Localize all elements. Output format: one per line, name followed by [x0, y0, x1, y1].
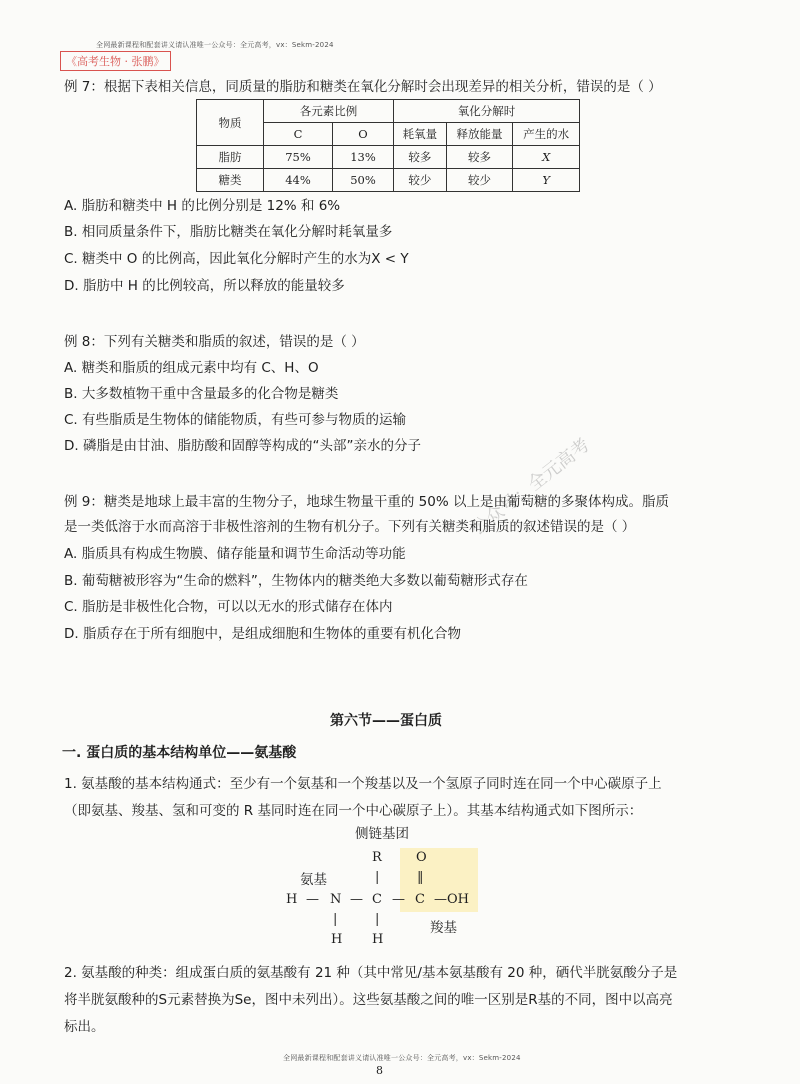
cell: Y: [513, 169, 580, 192]
cell: 44%: [264, 169, 333, 192]
bond-vertical-n: |: [333, 912, 338, 927]
cell: 糖类: [197, 169, 264, 192]
bond-h-n: —: [306, 892, 319, 907]
th-o: O: [333, 123, 394, 146]
th-o2: 耗氧量: [394, 123, 447, 146]
section-title: 第六节——蛋白质: [330, 713, 442, 729]
oh-group: —OH: [434, 892, 469, 907]
q8-option-a: A. 糖类和脂质的组成元素中均有 C、H、O: [64, 360, 319, 376]
bond-c-c: —: [392, 892, 405, 907]
footer-note: 全网最新课程和配套讲义请认准唯一公众号：全元高考，vx：Sekm-2024: [283, 1054, 521, 1062]
watermark-text: 公众号：全元高考: [467, 434, 594, 540]
h-atom-bottom-n: H: [331, 932, 343, 947]
side-chain-label: 侧链基团: [355, 826, 409, 842]
cell: 75%: [264, 146, 333, 169]
q8-option-b: B. 大多数植物干重中含量最多的化合物是糖类: [64, 386, 339, 402]
amino-label: 氨基: [300, 872, 327, 888]
para2-line1: 2. 氨基酸的种类：组成蛋白质的氨基酸有 21 种（其中常见/基本氨基酸有 20 种，硒代半胱氨酸分子是: [64, 965, 678, 981]
page-number: 8: [376, 1064, 383, 1077]
c-atom-carboxyl: C: [415, 892, 425, 907]
bond-n-c: —: [350, 892, 363, 907]
carboxyl-label: 羧基: [430, 920, 457, 936]
th-water: 产生的水: [513, 123, 580, 146]
para1-line1: 1. 氨基酸的基本结构通式：至少有一个氨基和一个羧基以及一个氢原子同时连在同一个中心碳原子上: [64, 776, 662, 792]
n-atom: N: [330, 892, 342, 907]
oxygen-top: O: [416, 850, 427, 865]
q7-option-a: A. 脂肪和糖类中 H 的比例分别是 12% 和 6%: [64, 198, 341, 214]
q7-title: 例 7：根据下表相关信息，同质量的脂肪和糖类在氧化分解时会出现差异的相关分析，错误的是（ ）: [64, 79, 662, 95]
q9-option-d: D. 脂质存在于所有细胞中，是组成细胞和生物体的重要有机化合物: [64, 626, 461, 642]
r-group: R: [372, 850, 382, 865]
q9-option-a: A. 脂质具有构成生物膜、储存能量和调节生命活动等功能: [64, 546, 406, 562]
th-oxidation: 氧化分解时: [394, 100, 580, 123]
para1-line2: （即氨基、羧基、氢和可变的 R 基同时连在同一个中心碳原子上）。其基本结构通式如下图所示：: [64, 803, 643, 819]
para2-line2: 将半胱氨酸种的S元素替换为Se，图中未列出）。这些氨基酸之间的唯一区别是R基的不同，图中以高亮: [64, 992, 673, 1008]
header-note: 全网最新课程和配套讲义请认准唯一公众号：全元高考，vx：Sekm-2024: [96, 41, 334, 49]
bond-double: ‖: [417, 870, 424, 885]
subsection-title: 一. 蛋白质的基本结构单位——氨基酸: [62, 745, 297, 761]
h-atom-left: H: [286, 892, 298, 907]
q8-option-c: C. 有些脂质是生物体的储能物质，有些可参与物质的运输: [64, 412, 407, 428]
cell: 脂肪: [197, 146, 264, 169]
table-row: [197, 146, 580, 169]
para2-line3: 标出。: [64, 1019, 105, 1035]
th-substance: 物质: [197, 100, 264, 146]
q8-option-d: D. 磷脂是由甘油、脂肪酸和固醇等构成的“头部”亲水的分子: [64, 438, 421, 454]
q7-option-b: B. 相同质量条件下，脂肪比糖类在氧化分解时耗氧量多: [64, 224, 393, 240]
c-atom-center: C: [372, 892, 382, 907]
th-ratio: 各元素比例: [264, 100, 394, 123]
tag-label: 《高考生物 · 张鹏》: [60, 51, 171, 71]
q9-title-line2: 是一类低溶于水而高溶于非极性溶剂的生物有机分子。下列有关糖类和脂质的叙述错误的是（ ）: [64, 519, 636, 535]
cell: 13%: [333, 146, 394, 169]
q8-title: 例 8：下列有关糖类和脂质的叙述，错误的是（ ）: [64, 334, 365, 350]
q7-table: [196, 99, 580, 192]
table-row: [197, 169, 580, 192]
cell: 50%: [333, 169, 394, 192]
q9-title-line1: 例 9：糖类是地球上最丰富的生物分子，地球生物量干重的 50% 以上是由葡萄糖的多聚体构成。脂质: [64, 494, 669, 510]
bond-vertical-c: |: [375, 912, 380, 927]
cell: 较少: [446, 169, 513, 192]
h-atom-bottom-c: H: [372, 932, 384, 947]
th-energy: 释放能量: [446, 123, 513, 146]
bond-vertical-top: |: [375, 870, 380, 885]
q7-option-c: C. 糖类中 O 的比例高，因此氧化分解时产生的水为X < Y: [64, 251, 409, 267]
cell: 较多: [446, 146, 513, 169]
amino-acid-diagram: [270, 818, 500, 948]
cell: X: [513, 146, 580, 169]
cell: 较多: [394, 146, 447, 169]
q9-option-b: B. 葡萄糖被形容为“生命的燃料”，生物体内的糖类绝大多数以葡萄糖形式存在: [64, 573, 528, 589]
q9-option-c: C. 脂肪是非极性化合物，可以以无水的形式储存在体内: [64, 599, 393, 615]
th-c: C: [264, 123, 333, 146]
cell: 较少: [394, 169, 447, 192]
q7-option-d: D. 脂肪中 H 的比例较高，所以释放的能量较多: [64, 278, 345, 294]
